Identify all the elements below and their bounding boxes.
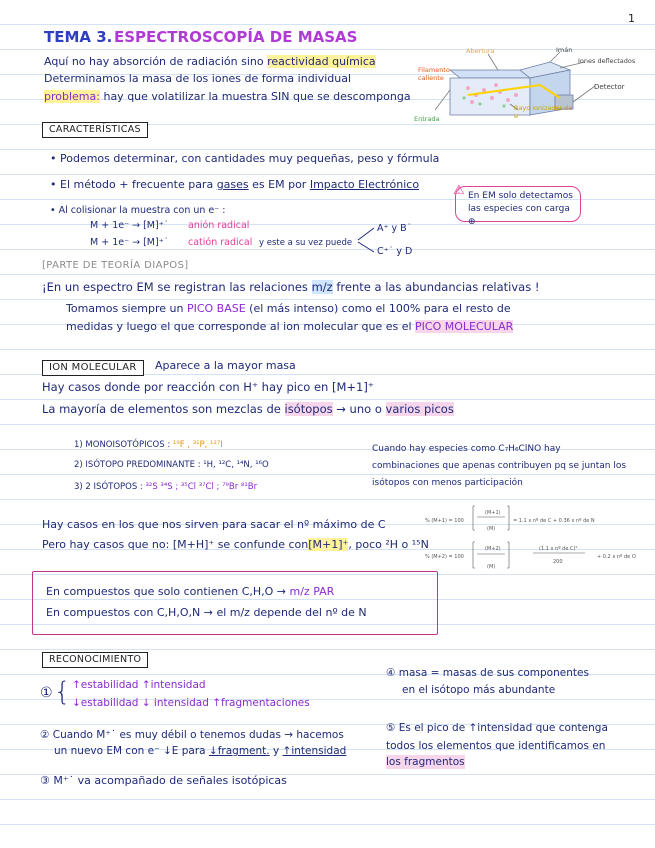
formula-block — [425, 504, 650, 574]
bullet-2: • El método + frecuente para gases es EM por Impacto Electrónico — [50, 178, 420, 191]
formula2-rhs-num: (1.1 x nº de C)² — [539, 546, 578, 552]
bullet-1: • Podemos determinar, con cantidades muy pequeñas, peso y fórmula — [50, 152, 440, 165]
mass-spectrometer-diagram — [410, 40, 655, 130]
formula1-rhs: = 1.1 x nº de C + 0.36 x nº de N — [513, 518, 595, 524]
iso-3: 3) 2 ISÓTOPOS : ³²S ³⁴S ; ³⁵Cl ³⁷Cl ; ⁷⁹Br ⁸¹Br — [74, 482, 258, 492]
eq-2: M + 1e⁻ → [M]⁺˙ — [90, 237, 169, 248]
formula2-lhs: % (M+2) = 100 — [425, 554, 464, 560]
rec-4-line2: en el isótopo más abundante — [402, 684, 556, 696]
page-number: 1 — [628, 12, 635, 25]
eq-1: M + 1e⁻ → [M]⁺˙ — [90, 220, 169, 231]
formula1-lhs: % (M+1) = 100 — [425, 518, 464, 524]
formula2-num: (M+2) — [485, 546, 501, 552]
warning-icon: ⚠ — [453, 183, 465, 198]
label-iones: Iones deflectados — [578, 57, 636, 65]
eq-2-continuation: y este a su vez puede — [259, 238, 353, 248]
product-2: C⁺˙ y D — [377, 246, 413, 257]
ion-subtitle: Aparece a la mayor masa — [155, 359, 296, 372]
intro-line1: Aquí no hay absorción de radiación sino reactividad química — [44, 55, 376, 68]
parity-line2: En compuestos con C,H,O,N → el m/z depende del nº de N — [46, 606, 367, 619]
formula1-num: (M+1) — [485, 510, 501, 516]
label-entrada: Entrada — [414, 115, 440, 123]
label-detector: Detector — [594, 83, 625, 91]
page-title: ESPECTROSCOPÍA DE MASAS — [114, 28, 358, 46]
header-caracteristicas: CARACTERÍSTICAS — [42, 122, 148, 138]
ion-line1: Hay casos donde por reacción con H⁺ hay pico en [M+1]⁺ — [42, 380, 374, 394]
label-iman: Imán — [556, 46, 573, 54]
iso-2: 2) ISÓTOPO PREDOMINANTE : ¹H, ¹²C, ¹⁴N, ¹⁶O — [74, 460, 269, 470]
teoria-line3: medidas y luego el que corresponde al ion molecular que es el PICO MOLECULAR — [66, 320, 514, 333]
ion-line2: La mayoría de elementos son mezclas de isótopos → uno o varios picos — [42, 402, 454, 416]
formula1-den: (M) — [487, 526, 496, 532]
rec-1-brace: { — [54, 677, 71, 707]
rec-1-line2: ↓estabilidad ↓ intensidad ↑fragmentaciones — [72, 697, 310, 709]
rec-1-line1: ↑estabilidad ↑intensidad — [72, 679, 206, 691]
label-rayo: Rayo ionizador de e⁻ — [514, 104, 573, 120]
c-line1: Hay casos en los que nos sirven para sacar el nº máximo de C — [42, 518, 386, 531]
c-line2: Pero hay casos que no: [M+H]⁺ se confunde con[M+1]⁺, poco ²H o ¹⁵N — [42, 538, 429, 551]
rec-2-line1: ② Cuando M⁺˙ es muy débil o tenemos dudas → hacemos — [40, 729, 344, 741]
label-filamento: Filamento caliente — [418, 66, 450, 82]
intro-line3: problema: hay que volatilizar la muestra SIN que se descomponga — [44, 90, 411, 103]
teoria-label: [PARTE DE TEORÍA DIAPOS] — [42, 260, 189, 271]
formula2-rhs-den: 200 — [553, 559, 563, 565]
rec-1-number: ① — [40, 685, 53, 701]
teoria-line1: ¡En un espectro EM se registran las relaciones m/z frente a las abundancias relativas ! — [42, 280, 540, 294]
rec-4-line1: ④ masa = masas de sus componentes — [386, 667, 589, 679]
eq-1-label: anión radical — [188, 220, 250, 231]
formula2-rhs-tail: + 0.2 x nº de O — [597, 554, 636, 560]
iso-1: 1) MONOISOTÓPICOS : ¹⁹F , ³¹P, ¹²⁷I — [74, 440, 223, 450]
teoria-line2: Tomamos siempre un PICO BASE (el más intenso) como el 100% para el resto de — [66, 302, 511, 315]
header-reconocimiento: RECONOCIMIENTO — [42, 652, 148, 668]
label-apertura: Abertura — [466, 47, 495, 55]
rec-2-line2: un nuevo EM con e⁻ ↓E para ↓fragment. y ↑intensidad — [54, 745, 347, 757]
product-1: A⁺ y B˙ — [377, 223, 412, 234]
parity-line1: En compuestos que solo contienen C,H,O → m/z PAR — [46, 585, 335, 598]
title-number: TEMA 3. — [44, 28, 113, 46]
formula-fraction-lines — [425, 504, 650, 574]
rec-3: ③ M⁺˙ va acompañado de señales isotópicas — [40, 774, 287, 787]
warning-text: En EM solo detectamos las especies con carga ⊕ — [468, 191, 573, 227]
rec-5-line3: los fragmentos — [386, 756, 465, 768]
rec-5-line2: todos los elementos que identificamos en — [386, 740, 606, 752]
parity-box — [32, 571, 438, 635]
bullet-3: • Al colisionar la muestra con un e⁻ : — [50, 205, 226, 216]
rec-5-line1: ⑤ Es el pico de ↑intensidad que contenga — [386, 722, 608, 734]
eq-2-label: catión radical — [188, 237, 253, 248]
formula2-den: (M) — [487, 564, 496, 570]
intro-line2: Determinamos la masa de los iones de forma individual — [44, 72, 352, 85]
header-ion-molecular: ION MOLECULAR — [42, 360, 144, 376]
ion-note: Cuando hay especies como C₇H₆ClNO hay combinaciones que apenas contribuyen pq se juntan los isótopos con menos participación — [372, 444, 627, 488]
